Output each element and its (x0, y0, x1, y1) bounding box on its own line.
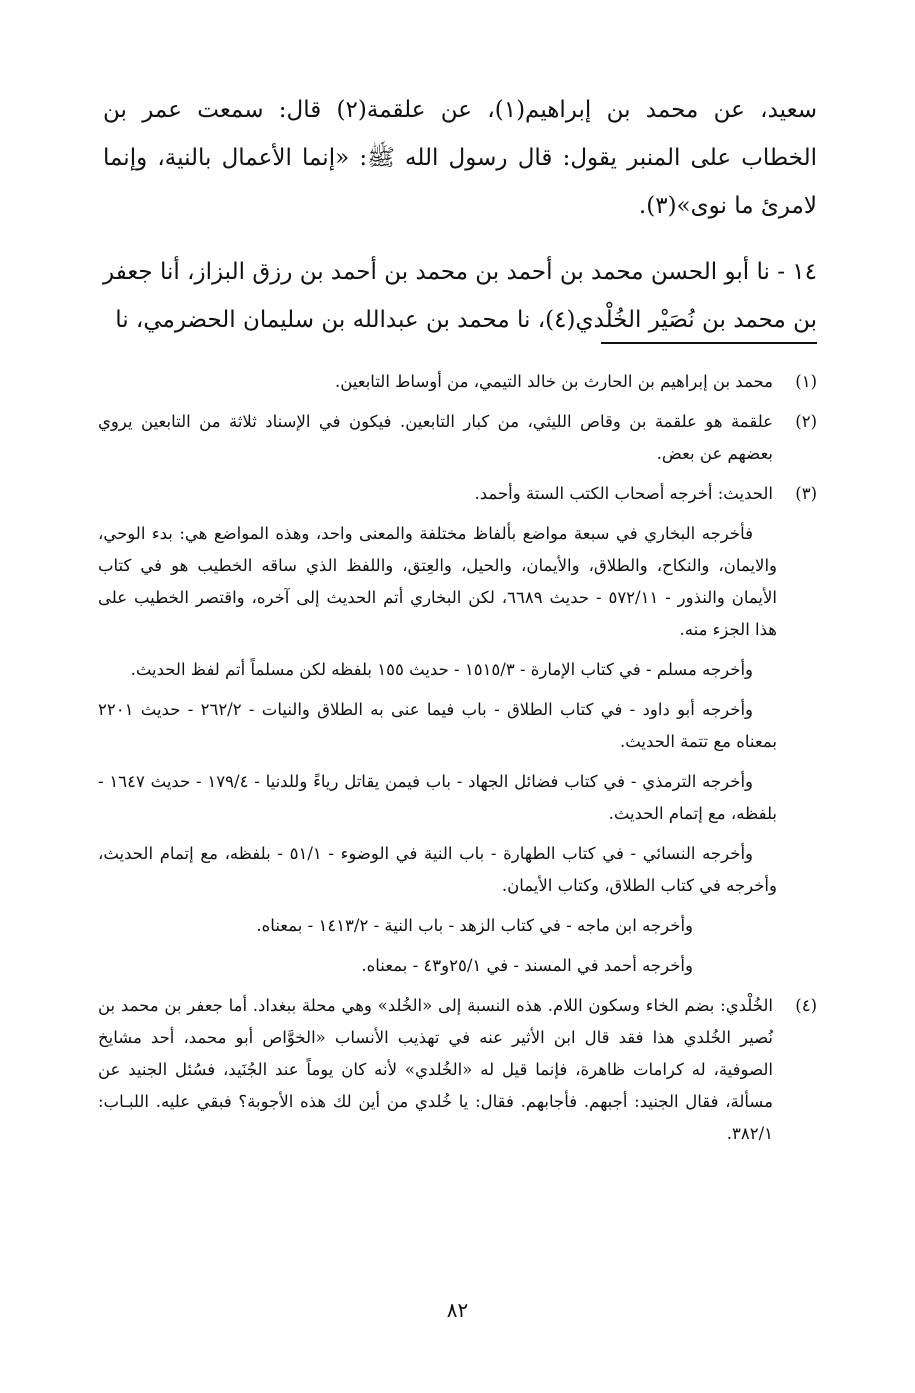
footnote-3-abudawud: وأخرجه أبو داود - في كتاب الطلاق - باب فيما عنى به الطلاق والنيات - ٢٦٢/٢ - حديث ٢٢٠١ بمعناه مع تتمة الحديث. (98, 700, 777, 751)
footnote-number: (٤) (795, 996, 817, 1015)
footnote-1 (98, 366, 817, 398)
main-paragraph-1: سعيد، عن محمد بن إبراهيم(١)، عن علقمة(٢) قال: سمعت عمر بن الخطاب على المنبر يقول: قال رسول الله ﷺ: «إنما الأعمال بالنية، وإنما لامرئ ما نوى»(٣). (103, 97, 817, 219)
footnote-text: الخُلْدي: بضم الخاء وسكون اللام. هذه النسبة إلى «الخُلد» وهي محلة ببغداد. أما جعفر بن محمد بن نُصير الخُلدي هذا فقد قال ابن الأثير عنه في تهذيب الأنساب «الخوَّاص أبو محمد، أحد مشايخ الصوفية، له كرامات ظاهرة، فإنما قيل له «الخُلدي» لأنه كان يوماً عند الجُنَيد، فسُئل الجنيد عن مسألة، فقال الجنيد: أجبهم. فأجابهم. فقال: يا خُلدي من أين لك هذه الأجوبة؟ فبقي عليه. اللبـاب: ٣٨٢/١. (98, 996, 773, 1143)
footnote-2 (98, 406, 817, 470)
footnote-3-ahmad: وأخرجه أحمد في المسند - في ٢٥/١و٤٣ - بمعناه. (361, 956, 693, 975)
footnote-3 (98, 478, 817, 510)
footnote-number: (٣) (795, 484, 817, 503)
main-paragraph-2-hadith-14: ١٤ - نا أبو الحسن محمد بن أحمد بن محمد بن أحمد بن رزق البزاز، أنا جعفر بن محمد بن نُصَيْر الخُلْدي(٤)، نا محمد بن عبدالله بن سليمان الحضرمي، نا (103, 259, 817, 333)
footnote-3-ibnmajah: وأخرجه ابن ماجه - في كتاب الزهد - باب النية - ١٤١٣/٢ - بمعناه. (256, 916, 693, 935)
footnote-3-nasai: وأخرجه النسائي - في كتاب الطهارة - باب النية في الوضوء - ٥١/١ - بلفظه، مع إتمام الحديث، وأخرجه في كتاب الطلاق، وكتاب الأيمان. (98, 844, 777, 895)
footnote-number: (٢) (795, 412, 817, 431)
footnote-3-tirmidhi: وأخرجه الترمذي - في كتاب فضائل الجهاد - باب فيمن يقاتل رياءً وللدنيا - ١٧٩/٤ - حديث ١٦٤٧ - بلفظه، مع إتمام الحديث. (98, 772, 777, 823)
footnote-number: (١) (795, 372, 817, 391)
page-number: ٨٢ (446, 1298, 469, 1322)
main-text (103, 86, 817, 344)
footnote-text: محمد بن إبراهيم بن الحارث بن خالد التيمي، من أوساط التابعين. (334, 372, 773, 391)
footnote-text: الحديث: أخرجه أصحاب الكتب الستة وأحمد. (474, 484, 773, 503)
footnotes (98, 366, 817, 1158)
footnote-4 (98, 990, 817, 1150)
footnote-3-bukhari: فأخرجه البخاري في سبعة مواضع بألفاظ مختلفة والمعنى واحد، وهذه المواضع هي: بدء الوحي، والايمان، والنكاح، والطلاق، والأيمان، والحيل، والعِتق، واللفظ الذي ساقه الخطيب هو في كتاب الأيمان والنذور - ٥٧٢/١١ - حديث ٦٦٨٩، لكن البخاري أتم الحديث إلى آخره، واقتصر الخطيب على هذا الجزء منه. (98, 524, 777, 639)
footnote-text: علقمة هو علقمة بن وقاص الليثي، من كبار التابعين. فيكون في الإسناد ثلاثة من التابعين يروي بعضهم عن بعض. (98, 412, 773, 463)
footnote-separator (601, 342, 817, 344)
footnote-3-muslim: وأخرجه مسلم - في كتاب الإمارة - ١٥١٥/٣ - حديث ١٥٥ بلفظه لكن مسلماً أتم لفظ الحديث. (130, 660, 753, 679)
